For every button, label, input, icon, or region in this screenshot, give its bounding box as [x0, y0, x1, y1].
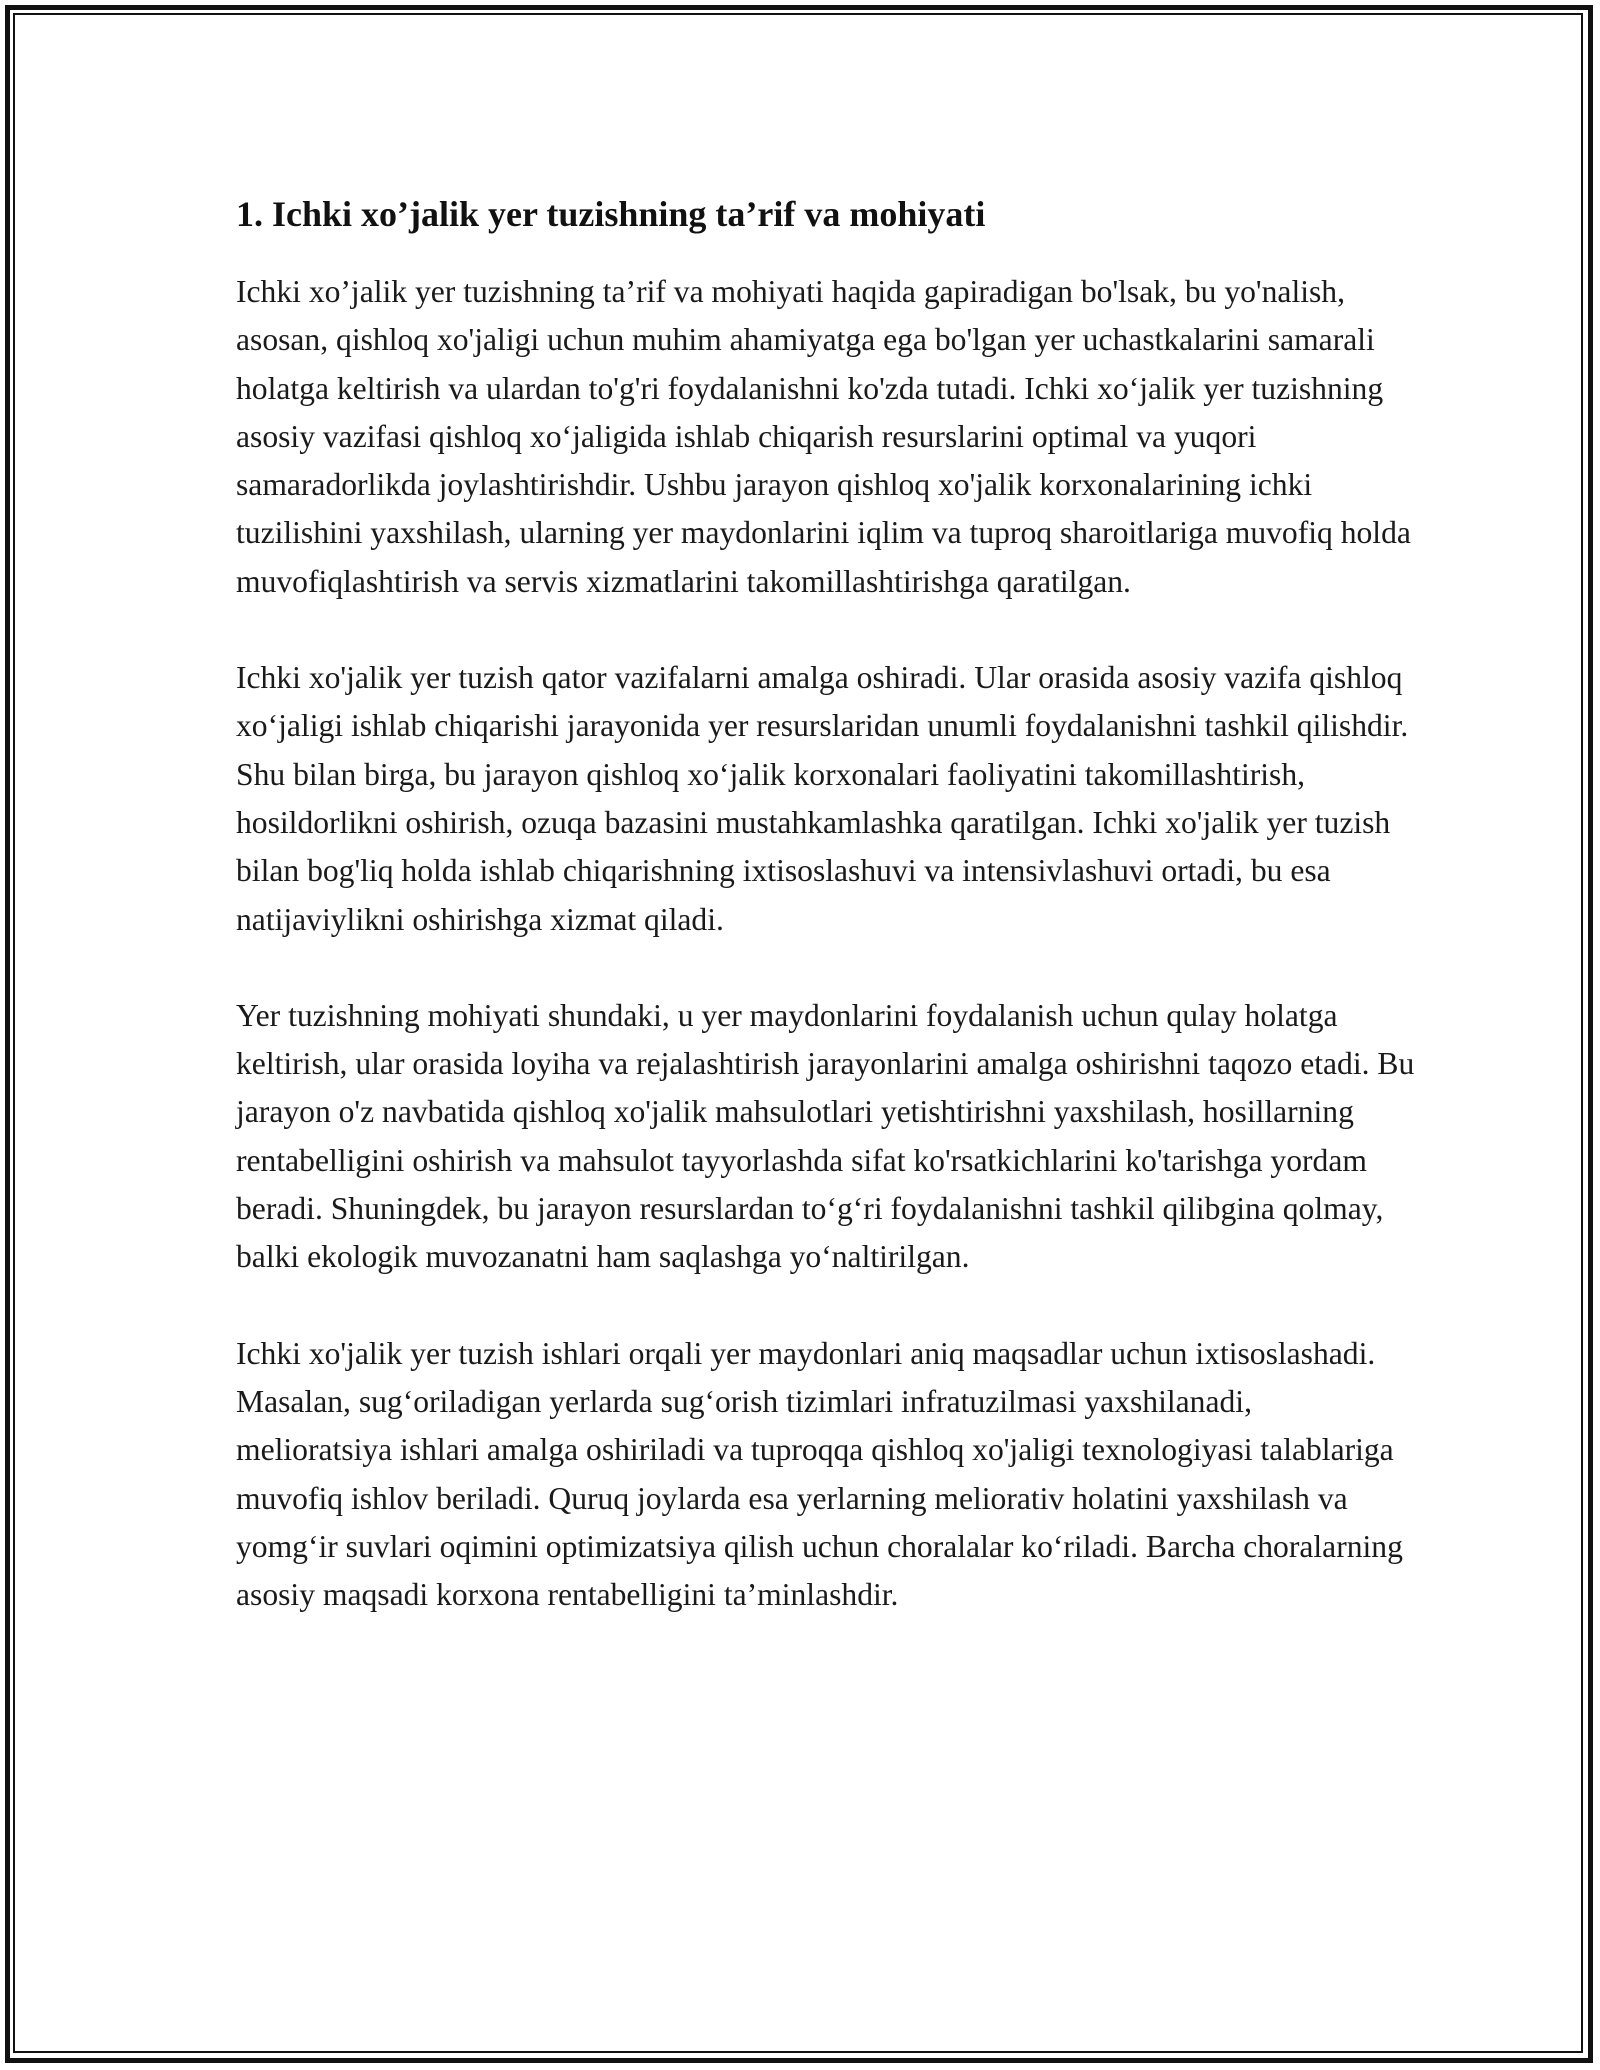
paragraph-3: Yer tuzishning mohiyati shundaki, u yer maydonlarini foydalanish uchun qulay holatga keltirish, ular orasida loyiha va rejalashtirish jarayonlarini amalga oshirishni taqozo etadi. Bu jarayon o'z navbatida qishloq xo'jalik mahsulotlari yetishtirishni yaxshilash, hosillarning rentabelligini oshirish va mahsulot tayyorlashda sifat ko'rsatkichlarini ko'tarishga yordam beradi. Shuningdek, bu jarayon resurslardan to‘g‘ri foydalanishni tashkil qilibgina qolmay, balki ekologik muvozanatni ham saqlashga yo‘naltirilgan. — [236, 997, 1415, 1275]
document-body — [236, 186, 1416, 1619]
paragraph-1: Ichki xo’jalik yer tuzishning ta’rif va mohiyati haqida gapiradigan bo'lsak, bu yo'nalish, asosan, qishloq xo'jaligi uchun muhim ahamiyatga ega bo'lgan yer uchastkalarini samarali holatga keltirish va ulardan to'g'ri foydalanishni ko'zda tutadi. Ichki xo‘jalik yer tuzishning asosiy vazifasi qishloq xo‘jaligida ishlab chiqarish resurslarini optimal va yuqori samaradorlikda joylashtirishdir. Ushbu jarayon qishloq xo'jalik korxonalarining ichki tuzilishini yaxshilash, ularning yer maydonlarini iqlim va tuproq sharoitlariga muvofiq holda muvofiqlashtirish va servis xizmatlarini takomillashtirishga qaratilgan. — [236, 274, 1411, 599]
paragraph-4: Ichki xo'jalik yer tuzish ishlari orqali yer maydonlari aniq maqsadlar uchun ixtisoslashadi. Masalan, sug‘oriladigan yerlarda sug‘orish tizimlari infratuzilmasi yaxshilanadi, melioratsiya ishlari amalga oshiriladi va tuproqqa qishloq xo'jaligi texnologiyasi talablariga muvofiq ishlov beriladi. Quruq joylarda esa yerlarning meliorativ holatini yaxshilash va yomg‘ir suvlari oqimini optimizatsiya qilish uchun choralalar ko‘riladi. Barcha choralarning asosiy maqsadi korxona rentabelligini ta’minlashdir. — [236, 1335, 1403, 1613]
paragraph-2: Ichki xo'jalik yer tuzish qator vazifalarni amalga oshiradi. Ular orasida asosiy vazifa qishloq xo‘jaligi ishlab chiqarishi jarayonida yer resurslaridan unumli foydalanishni tashkil qilishdir. Shu bilan birga, bu jarayon qishloq xo‘jalik korxonalari faoliyatini takomillashtirish, hosildorlikni oshirish, ozuqa bazasini mustahkamlashka qaratilgan. Ichki xo'jalik yer tuzish bilan bog'liq holda ishlab chiqarishning ixtisoslashuvi va intensivlashuvi ortadi, bu esa natijaviylikni oshirishga xizmat qiladi. — [236, 660, 1409, 937]
section-heading: 1. Ichki xo’jalik yer tuzishning ta’rif va mohiyati — [236, 194, 986, 234]
